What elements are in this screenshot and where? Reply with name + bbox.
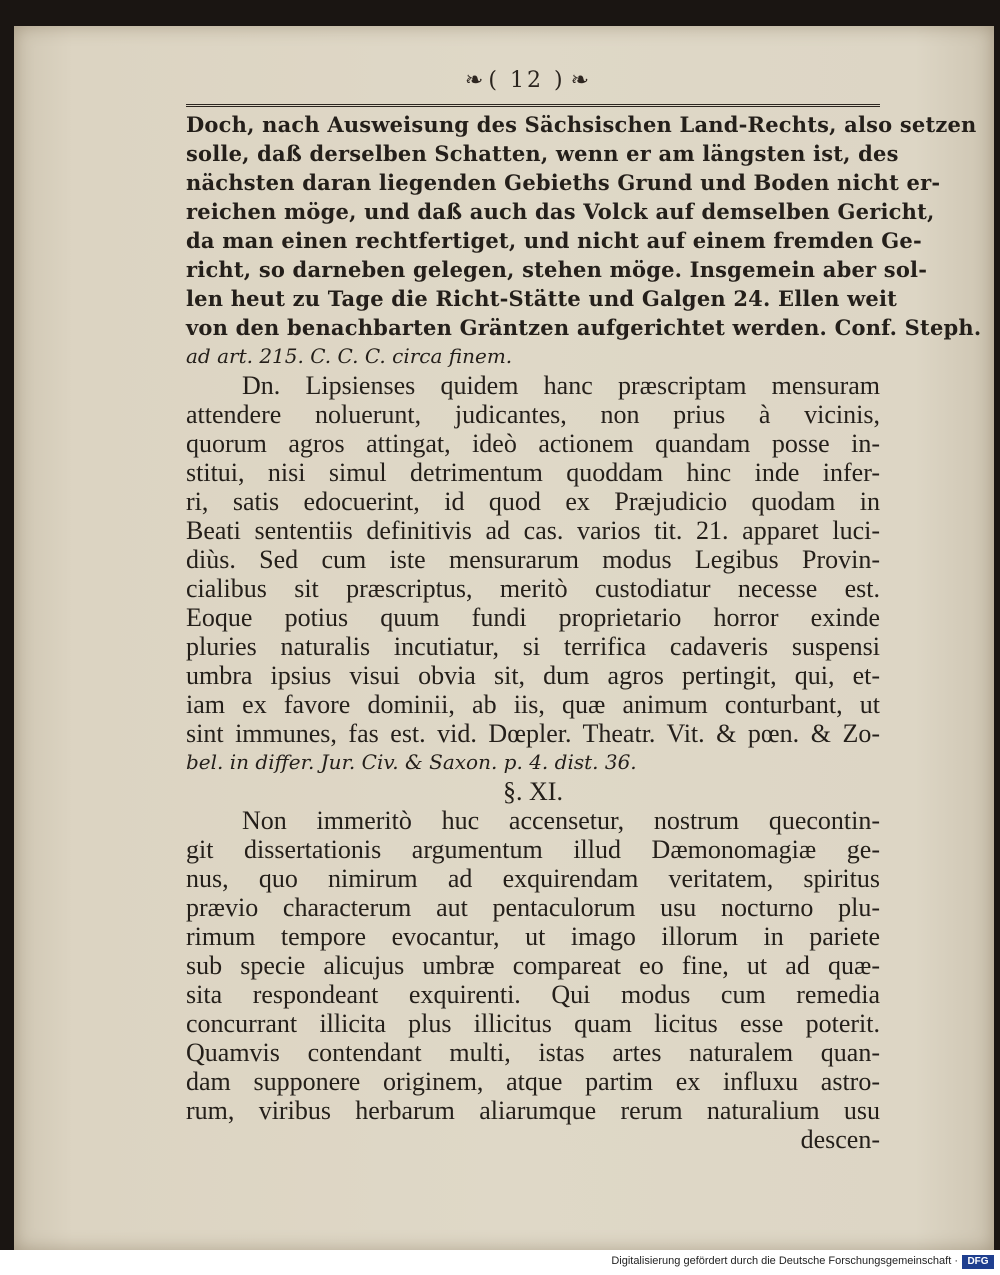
text-line: sita respondeant exquirenti. Qui modus cum remedia	[186, 980, 880, 1009]
text-line: git dissertationis argumentum illud Dæmonomagiæ ge-	[186, 835, 880, 864]
text-line: prævio characterum aut pentaculorum usu nocturno plu-	[186, 893, 880, 922]
text-line: quorum agros attingat, ideò actionem quandam posse in-	[186, 429, 880, 458]
text-line: diùs. Sed cum iste mensurarum modus Legibus Provin-	[186, 545, 880, 574]
text-line: richt, so darneben gelegen, stehen möge. Insgemein aber sol-	[186, 257, 928, 282]
section-heading: §. XI.	[503, 777, 563, 806]
citation-line: bel. in differ. Jur. Civ. & Saxon. p. 4. dist. 36.	[186, 750, 637, 774]
page-number: ( 12 )	[488, 68, 566, 93]
text-line: Dn. Lipsienses quidem hanc præscriptam mensuram	[242, 371, 880, 400]
text-line: len heut zu Tage die Richt-Stätte und Galgen 24. Ellen weit	[186, 286, 898, 311]
citation-line: ad art. 215. C. C. C. circa finem.	[186, 344, 513, 368]
text-line: von den benachbarten Gräntzen aufgerichtet werden. Conf. Steph.	[186, 315, 982, 340]
text-line: da man einen rechtfertiget, und nicht auf einem fremden Ge-	[186, 228, 922, 253]
text-line: stitui, nisi simul detrimentum quoddam hinc inde infer-	[186, 458, 880, 487]
text-line: Quamvis contendant multi, istas artes naturalem quan-	[186, 1038, 880, 1067]
text-line: rum, viribus herbarum aliarumque rerum naturalium usu	[186, 1096, 880, 1125]
text-line: iam ex favore dominii, ab iis, quæ animum conturbant, ut	[186, 690, 880, 719]
text-line: cialibus sit præscriptus, meritò custodiatur necesse est.	[186, 574, 880, 603]
text-line: Eoque potius quum fundi proprietario horror exinde	[186, 603, 880, 632]
text-line: Beati sententiis definitivis ad cas. varios tit. 21. apparet luci-	[186, 516, 880, 545]
running-header	[412, 68, 642, 102]
text-line: sub specie alicujus umbræ compareat eo fine, ut ad quæ-	[186, 951, 880, 980]
text-line: attendere noluerunt, judicantes, non prius à vicinis,	[186, 400, 880, 429]
page-body	[186, 110, 982, 1154]
catchword: descen-	[800, 1125, 880, 1154]
digitization-footer	[0, 1250, 1000, 1275]
text-line: nus, quo nimirum ad exquirendam veritatem, spiritus	[186, 864, 880, 893]
text-line: umbra ipsius visui obvia sit, dum agros pertingit, qui, et-	[186, 661, 880, 690]
text-line: Non immeritò huc accensetur, nostrum quecontin-	[242, 806, 880, 835]
text-line: sint immunes, fas est. vid. Dœpler. Theatr. Vit. & pœn. & Zo-	[186, 719, 880, 748]
footer-credit: Digitalisierung gefördert durch die Deutsche Forschungsgemeinschaft ·	[611, 1255, 958, 1267]
ornament-left-icon: ❧	[464, 68, 484, 93]
text-line: nächsten daran liegenden Gebieths Grund und Boden nicht er-	[186, 170, 941, 195]
ornament-right-icon: ❧	[570, 68, 590, 93]
text-line: ri, satis edocuerint, id quod ex Præjudicio quodam in	[186, 487, 880, 516]
text-line: dam supponere originem, atque partim ex influxu astro-	[186, 1067, 880, 1096]
dfg-logo: DFG	[962, 1255, 994, 1269]
text-line: solle, daß derselben Schatten, wenn er am längsten ist, des	[186, 141, 899, 166]
text-line: pluries naturalis incutiatur, si terrifica cadaveris suspensi	[186, 632, 880, 661]
text-line: Doch, nach Ausweisung des Sächsischen Land-Rechts, also setzen	[186, 112, 977, 137]
text-line: rimum tempore evocantur, ut imago illorum in pariete	[186, 922, 880, 951]
text-line: concurrant illicita plus illicitus quam licitus esse poterit.	[186, 1009, 880, 1038]
header-rule	[186, 104, 880, 107]
text-line: reichen möge, und daß auch das Volck auf demselben Gericht,	[186, 199, 935, 224]
